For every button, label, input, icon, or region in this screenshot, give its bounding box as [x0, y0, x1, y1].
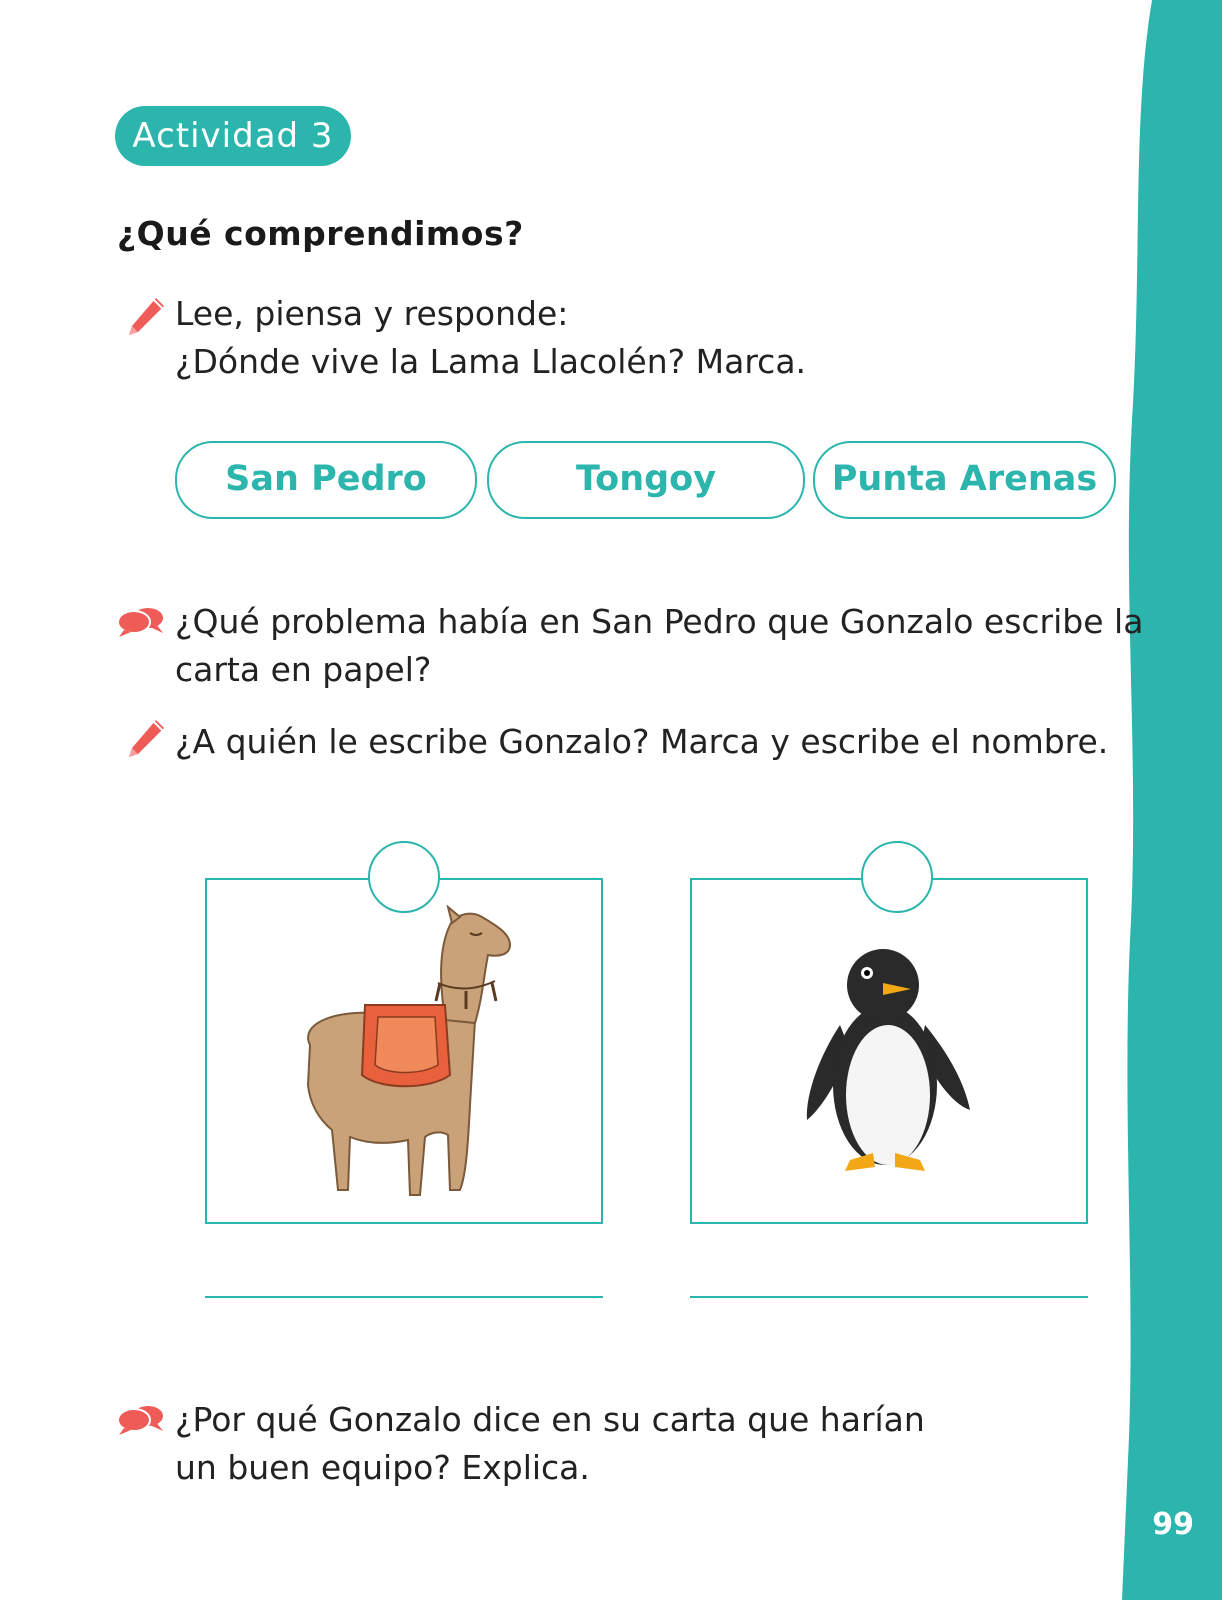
- pencil-icon: [124, 716, 166, 762]
- pencil-icon: [124, 294, 166, 340]
- speech-bubbles-icon: [116, 606, 166, 638]
- side-band: [1122, 0, 1222, 1600]
- name-line-right[interactable]: [690, 1296, 1088, 1298]
- q1-instruction: [175, 290, 806, 386]
- llama-illustration: [270, 905, 540, 1205]
- llama-check-circle[interactable]: [368, 841, 440, 913]
- option-san-pedro[interactable]: San Pedro: [175, 441, 477, 519]
- q1-line2: ¿Dónde vive la Lama Llacolén? Marca.: [175, 342, 807, 381]
- q3-line1: ¿A quién le escribe Gonzalo? Marca y escribe el nombre.: [175, 722, 1109, 761]
- q4-instruction: [175, 1396, 925, 1492]
- option-tongoy[interactable]: Tongoy: [487, 441, 805, 519]
- q4-line1: ¿Por qué Gonzalo dice en su carta que harían: [175, 1400, 925, 1439]
- page-number: 99: [1152, 1507, 1194, 1542]
- name-line-left[interactable]: [205, 1296, 603, 1298]
- q1-line1: Lee, piensa y responde:: [175, 294, 569, 333]
- q4-line2: un buen equipo? Explica.: [175, 1448, 590, 1487]
- activity-badge: Actividad 3: [115, 106, 351, 166]
- option-punta-arenas[interactable]: Punta Arenas: [813, 441, 1116, 519]
- q2-line1: ¿Qué problema había en San Pedro que Gonzalo escribe la: [175, 602, 1144, 641]
- q3-instruction: [175, 718, 1108, 766]
- q2-line2: carta en papel?: [175, 650, 432, 689]
- q2-instruction: [175, 598, 1143, 694]
- section-heading: ¿Qué comprendimos?: [117, 214, 524, 253]
- penguin-illustration: [795, 945, 975, 1185]
- penguin-check-circle[interactable]: [861, 841, 933, 913]
- speech-bubbles-icon: [116, 1404, 166, 1436]
